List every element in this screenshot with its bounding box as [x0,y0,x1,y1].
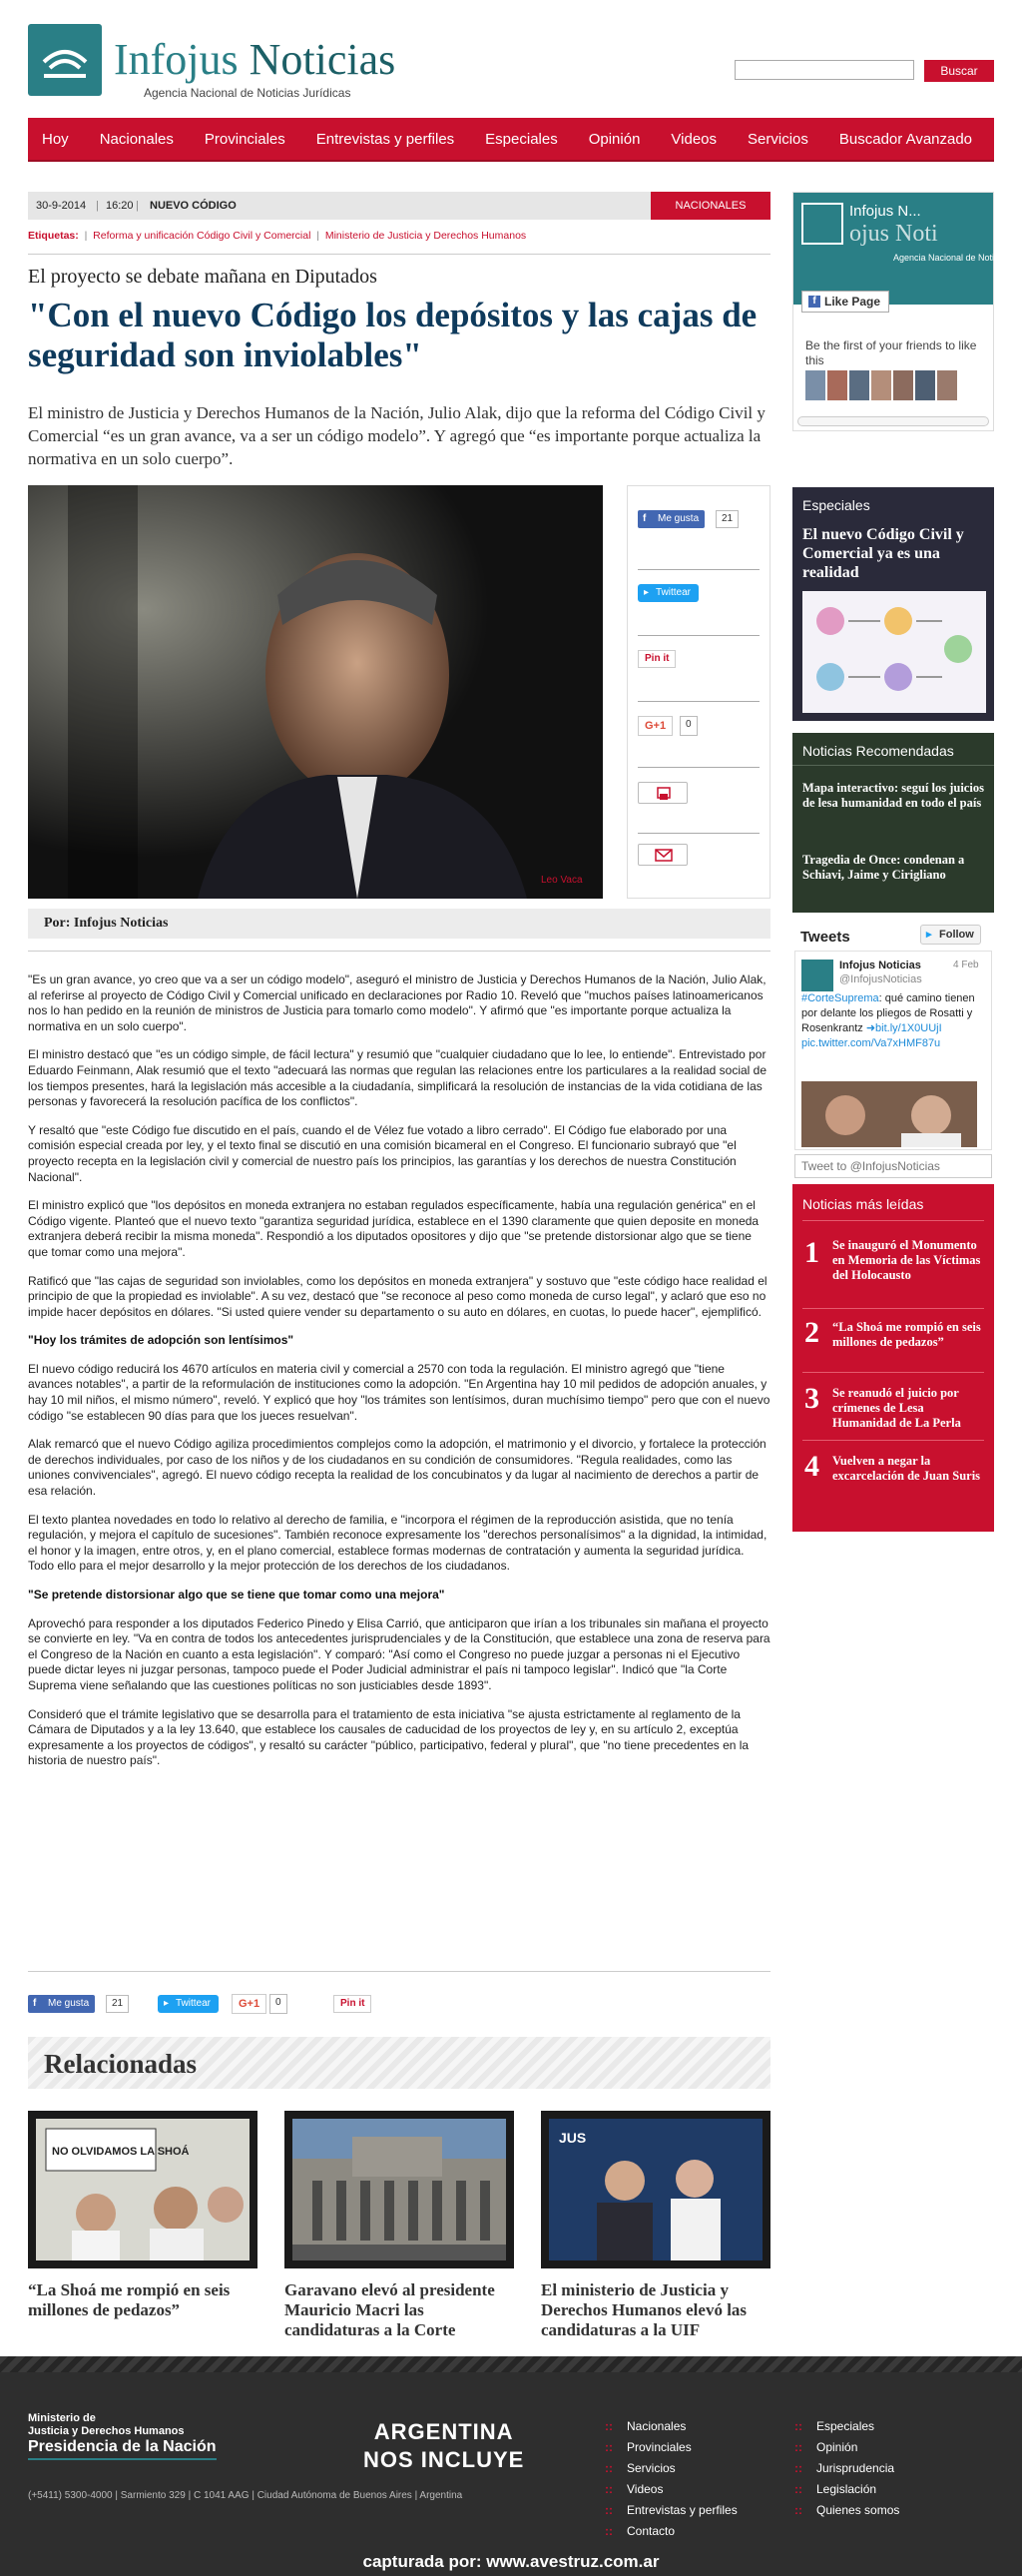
footer-link[interactable]: :: Provinciales [605,2437,738,2458]
footer-link[interactable]: :: Jurisprudencia [794,2458,899,2479]
friend-avatar[interactable] [937,370,957,400]
google-plus-button[interactable]: G+1 [638,716,673,736]
meta-separator: | [136,200,139,212]
facebook-page-banner[interactable] [793,193,993,305]
article-paragraph: El ministro destacó que "es un código simple, de fácil lectura" y resumió que "cualquier ciudadano que lo lee, lo entiende". Entrevistado por Eduardo Feinmann, Alak resumió que el texto "adecuará las normas que regulan las relaciones entre los particulares a la realidad social de los tiempos presentes, hará la legislación más accesible a la ciudadanía, simplificará la resolución de instancias de la vida cotidiana de las personas y favorecerá la resolución pacífica de los conflictos". [28,1047,767,1109]
article-byline: Por: Infojus Noticias [28,909,770,939]
article-paragraph: Consideró que el trámite legislativo que se desarrolla para el tratamiento de esta iniciativa "se ajusta estrictamente al reglamento de la Cámara de Diputados y a la ley 13.640, que establece los causales de caducidad de los proyectos de ley y, en su artículo 2, exceptúa expresamente a los proyectos de códigos", y resaltó su carácter "público, participativo, federal y plural", que "no tiene precedentes en la historia de nuestro país". [28,1706,750,1768]
footer-argentina-logo [363,2418,524,2474]
article-paragraph: El nuevo código reducirá los 4670 artículos en materia civil y comercial a 2570 con toda la regulación. El ministro agregó que "tiene avances notables", a partir de la reformulación de instituciones como la adopción. "En Argentina hay 10 mil pedidos de adopción anuales, y hay 10 mil niños, el mismo número", reveló. Y explicó que hoy "los trámites son lentísimos, duran muchísimo tiempo" pero que con el nuevo código "se establecen 90 días para que los jueces resuelvan". [28,1361,770,1423]
pinterest-button[interactable]: Pin it [638,650,676,668]
tag-separator: | [313,230,322,242]
footer-link[interactable]: :: Especiales [794,2416,899,2437]
facebook-like-button[interactable]: f Me gusta [28,1995,95,2013]
divider [28,1971,770,1972]
nav-item-provinciales[interactable]: Provinciales [204,130,285,148]
photo-credit: Leo Vaca [541,875,583,886]
noticias-recomendadas-box [792,733,994,913]
nav-item-hoy[interactable]: Hoy [42,130,69,148]
facebook-like-button[interactable]: f Me gusta [638,510,705,528]
footer-ministry-line: Justicia y Derechos Humanos [28,2425,185,2437]
article-lead: El ministro de Justicia y Derechos Humanos de la Nación, Julio Alak, dijo que la reforma del Código Civil y Comercial “es un gran avance, va a ser un código modelo”. Y agregó que “es importante porque actualiza la normativa en un solo cuerpo”. [28,403,766,468]
related-title[interactable]: Garavano elevó al presidente Mauricio Macri las candidaturas a la Corte [284,2280,495,2339]
footer-links-col2 [794,2416,899,2521]
recomendadas-title: Noticias Recomendadas [802,743,954,759]
facebook-banner-text: ojus Noti [849,221,938,247]
tweet-link[interactable]: pic.twitter.com/Va7xHMF87u [801,1037,941,1049]
mas-leida-link[interactable]: “La Shoá me rompió en seis millones de pedazos” [832,1320,981,1349]
footer-link[interactable]: :: Legislación [794,2479,899,2500]
related-title[interactable]: El ministerio de Justicia y Derechos Humanos elevó las candidaturas a la UIF [541,2280,748,2339]
twitter-follow-button[interactable]: ▸ Follow [920,925,981,945]
nav-item-videos[interactable]: Videos [671,130,718,148]
tweet-compose-input[interactable]: Tweet to @InfojusNoticias [794,1154,992,1178]
related-header [28,2037,770,2089]
site-header [28,24,994,104]
facebook-banner-subtitle: Agencia Nacional de Noti [893,253,995,263]
tag-link[interactable]: Reforma y unificación Código Civil y Comercial [93,230,311,242]
tweet-hashtag[interactable]: #CorteSuprema [801,992,879,1004]
mas-leidas-title: Noticias más leídas [802,1196,924,1212]
footer-ministry-logo[interactable] [28,2412,185,2438]
article-paragraph: Aprovechó para responder a los diputados Federico Pinedo y Elisa Carrió, que anticiparon que irían a los tribunales sin mañana el proyecto se convierte en ley. "Va en contra de todos los antecedentes jurisprudenciales y de la Constitución, que establece una zona de reserva para el Congreso de la Nación en cuanto a esta legislación". Y comparó: "Así como el Congreso no puede juzgar a personas ni el Ejecutivo puede dictar leyes ni juzgar personas, tampoco puede el Poder Judicial administrar el país ni tampoco legislar". Indicó que "la Corte Suprema viene señalando que las cuestiones políticas no son justiciables desde 1893". [28,1615,770,1692]
share-row-email [638,840,760,900]
nav-item-servicios[interactable]: Servicios [748,130,808,148]
google-plus-count: 0 [680,716,698,736]
site-logo-title[interactable]: Infojus Noticias [114,35,396,84]
pinterest-button[interactable]: Pin it [333,1995,371,2013]
article-body [28,972,770,1782]
rank-number: 4 [804,1450,819,1483]
site-logo-subtitle: Agencia Nacional de Noticias Jurídicas [144,86,351,100]
recomendada-link[interactable]: Tragedia de Once: condenan a Schiavi, Jaime y Cirigliano [802,853,965,882]
tweet-image[interactable] [801,1081,977,1147]
share-column [627,485,770,899]
tags-label: Etiquetas: [28,230,79,242]
footer-links-col1 [605,2416,738,2542]
meta-separator: | [96,200,99,212]
rank-number: 3 [804,1382,819,1415]
footer-argentina-line: NOS INCLUYE [363,2447,525,2472]
print-icon[interactable] [638,782,688,804]
recomendada-link[interactable]: Mapa interactivo: seguí los juicios de lesa humanidad en todo el país [802,781,984,810]
tweet-author-handle[interactable]: @InfojusNoticias [839,973,922,985]
footer-link[interactable]: :: Videos [605,2479,738,2500]
category-tab-nacionales[interactable]: NACIONALES [651,192,770,220]
tweet-link[interactable]: ➜bit.ly/1X0UUjI [865,1022,942,1034]
friend-avatar[interactable] [849,370,869,400]
tweet-body: : qué camino tienen por delante los pliegos de Rosatti y Rosenkrantz [801,992,975,1034]
twitter-share-button[interactable]: ▸ Twittear [638,584,699,602]
share-row-facebook [638,510,760,570]
facebook-page-widget [792,192,994,431]
friend-avatar[interactable] [871,370,891,400]
footer-link[interactable]: :: Contacto [605,2521,738,2542]
nav-item-nacionales[interactable]: Nacionales [99,130,174,148]
tweet-text [801,991,981,1051]
tweet-date[interactable]: 4 Feb [953,960,979,970]
share-row-print [638,774,760,834]
footer-link[interactable]: :: Nacionales [605,2416,738,2437]
divider [802,1220,984,1221]
main-nav [28,118,994,162]
mas-leida-link[interactable]: Se inauguró el Monumento en Memoria de las Víctimas del Holocausto [832,1238,981,1282]
article-subhead: "Hoy los trámites de adopción son lentísimos" [28,1333,294,1348]
footer-ministry-line: Ministerio de [28,2412,96,2424]
related-card[interactable] [541,2111,770,2340]
share-row-pinterest [638,642,760,702]
article-time: 16:20 [106,200,134,212]
article-date: 30-9-2014 [36,200,87,212]
site-footer [0,2356,1022,2576]
twitter-timeline-widget [792,919,994,1178]
tag-link[interactable]: Ministerio de Justicia y Derechos Humanos [324,230,527,242]
footer-link[interactable]: :: Entrevistas y perfiles [605,2500,738,2521]
article-paragraph: Ratificó que "las cajas de seguridad son inviolables, como los depósitos en moneda extranjera" y sostuvo que "este código hace realidad el principio de que la propiedad es inviolable". A su vez, destacó que "se reconoce al peso como moneda de curso legal", y aclaró que eso no impide hacer depósitos en dólares. "Si usted quiere vender su departamento o su auto en dólares, en cuotas, lo puede hacer", ejemplificó. [28,1273,767,1319]
footer-address: (+5411) 5300-4000 | Sarmiento 329 | C 1041 AAG | Ciudad Autónoma de Buenos Aires | Argentina [28,2490,463,2501]
email-icon[interactable] [638,844,688,866]
capture-watermark: capturada por: www.avestruz.com.ar [362,2552,660,2571]
footer-link[interactable]: :: Opinión [794,2437,899,2458]
friend-avatar[interactable] [827,370,847,400]
facebook-like-count: 21 [716,510,739,528]
article-paragraph: Alak remarcó que el nuevo Código agiliza procedimientos complejos como la adopción, el matrimonio y el divorcio, y fortalece la protección de derechos individuales, por caso de los niños y de los ciudadanos en su condición de consumidores. "Regula realidades, como las uniones convivenciales", agregó. El nuevo código recepta la realidad de los concubinatos y da lugar al nacimiento de derechos a partir de esa relación. [28,1437,766,1499]
share-row-twitter [638,576,760,636]
google-plus-button[interactable]: G+1 [232,1994,266,2014]
site-logo-icon[interactable] [28,24,102,96]
especiales-headline[interactable]: El nuevo Código Civil y Comercial ya es una realidad [802,526,964,581]
related-image[interactable] [284,2111,514,2268]
related-image-sign: NO OLVIDAMOS LA SHOÁ [52,2146,190,2158]
facebook-page-logo-icon [801,203,843,245]
article-kicker: El proyecto se debate mañana en Diputados [28,266,377,288]
footer-pattern [0,2356,1022,2372]
tweet-author-name[interactable]: Infojus Noticias [839,960,921,971]
related-heading: Relacionadas [44,2049,198,2079]
footer-presidency[interactable]: Presidencia de la Nación [28,2438,217,2460]
article-paragraph: El texto plantea novedades en todo lo relativo al derecho de familia, e "incorpora el régimen de la reproducción asistida, que no tenía regulación, y mejora el capítulo de sucesiones". También reconoce expresamente los "derechos personalísimos" a la dignidad, la intimidad, el honor y la imagen, entre otros, y, en el plano comercial, establece formas modernas de contratación y aumenta la seguridad jurídica. Todo ello para el mejor desarrollo y la mejor protección de los derechos de los ciudadanos. [28,1512,767,1574]
facebook-page-name[interactable]: Infojus N... [849,203,921,220]
nav-item-opinion[interactable]: Opinión [588,130,641,148]
friend-avatar[interactable] [915,370,935,400]
tags-row [28,230,770,242]
related-card[interactable] [284,2111,514,2340]
related-title[interactable]: “La Shoá me rompió en seis millones de pedazos” [28,2280,231,2319]
article-paragraph: El ministro explicó que "los depósitos en moneda extranjera no estaban regulados específicamente, había una regulación genérica" en el Código vigente. Planteó que el nuevo texto "garantiza seguridad jurídica, establece en el 1390 claramente que quien deposite en moneda extranjera deberá recibir la misma moneda". Respondió a los diputados opositores y dijo que "se pretende distorsionar algo que se tiene que tomar como una mejora". [28,1198,760,1259]
especiales-box [792,487,994,721]
divider [28,951,770,952]
related-card[interactable] [28,2111,257,2320]
divider [28,254,770,255]
divider [802,1308,984,1309]
facebook-friends-text: Be the first of your friends to like this [805,338,977,367]
related-image-logo: JUS [559,2130,587,2146]
related-image[interactable] [28,2111,257,2268]
footer-link[interactable]: :: Quienes somos [794,2500,899,2521]
especiales-title: Especiales [802,497,870,513]
friend-avatar[interactable] [893,370,913,400]
share-bar-bottom [28,1993,770,2017]
noticias-mas-leidas-box [792,1184,994,1532]
rank-number: 2 [804,1316,819,1349]
mas-leida-link[interactable]: Se reanudó el juicio por crímenes de Lesa Humanidad de La Perla [832,1386,961,1430]
nav-item-especiales[interactable]: Especiales [485,130,558,148]
share-row-gplus [638,708,760,768]
tweet-list[interactable] [794,951,992,1150]
article-headline: "Con el nuevo Código los depósitos y las cajas de seguridad son inviolables" [28,296,758,374]
facebook-widget-scrollbar[interactable] [797,416,989,426]
nav-item-buscador[interactable]: Buscador Avanzado [838,130,973,148]
footer-link[interactable]: :: Servicios [605,2458,738,2479]
related-image[interactable] [541,2111,770,2268]
search-input[interactable] [735,60,914,80]
divider [802,1440,984,1441]
nav-item-entrevistas[interactable]: Entrevistas y perfiles [315,130,455,148]
google-plus-count: 0 [269,1994,287,2014]
article-paragraph: Y resaltó que "este Código fue discutido en el país, cuando el de Vélez fue votado a libro cerrado". El Código fue elaborado por una comisión especial creada por ley, y el texto final se discutió en una comisión bicameral en el Congreso. El funcionario subrayó que "el proyecto recepta en la legislación civil y comercial de nuestro país los principios, las garantías y los derechos de nuestra Constitución Nacional". [28,1122,737,1184]
friend-avatar[interactable] [805,370,825,400]
tag-separator: | [81,230,91,242]
search-button[interactable]: Buscar [924,60,994,82]
article-section: NUEVO CÓDIGO [150,200,237,212]
tweet-avatar[interactable] [801,960,833,991]
footer-argentina-line: ARGENTINA [373,2419,514,2444]
article-photo [28,485,603,899]
facebook-like-count: 21 [106,1995,129,2013]
mas-leida-link[interactable]: Vuelven a negar la excarcelación de Juan Suris [832,1454,981,1483]
tweets-title: Tweets [800,929,850,946]
facebook-friend-thumbnails [805,370,985,404]
divider [792,765,994,766]
divider [802,1372,984,1373]
facebook-like-page-button[interactable]: f Like Page [801,291,889,313]
article-paragraph: "Es un gran avance, yo creo que va a ser un código modelo", aseguró el ministro de Justicia y Derechos Humanos de la Nación, Julio Alak, al referirse al proyecto de Código Civil y Comercial unificado en declaraciones por Radio 10. Reveló que "muchos países latinoamericanos nos lo han pedido en la reunión de ministros de Justicia para tomarlo como modelo". Y afirmó que "es importante porque actualiza la normativa en un solo cuerpo". [28,972,766,1033]
twitter-share-button[interactable]: ▸ Twittear [158,1995,219,2013]
article-subhead: "Se pretende distorsionar algo que se tiene que tomar como una mejora" [28,1588,445,1602]
especiales-image[interactable] [802,591,986,713]
rank-number: 1 [804,1236,819,1269]
